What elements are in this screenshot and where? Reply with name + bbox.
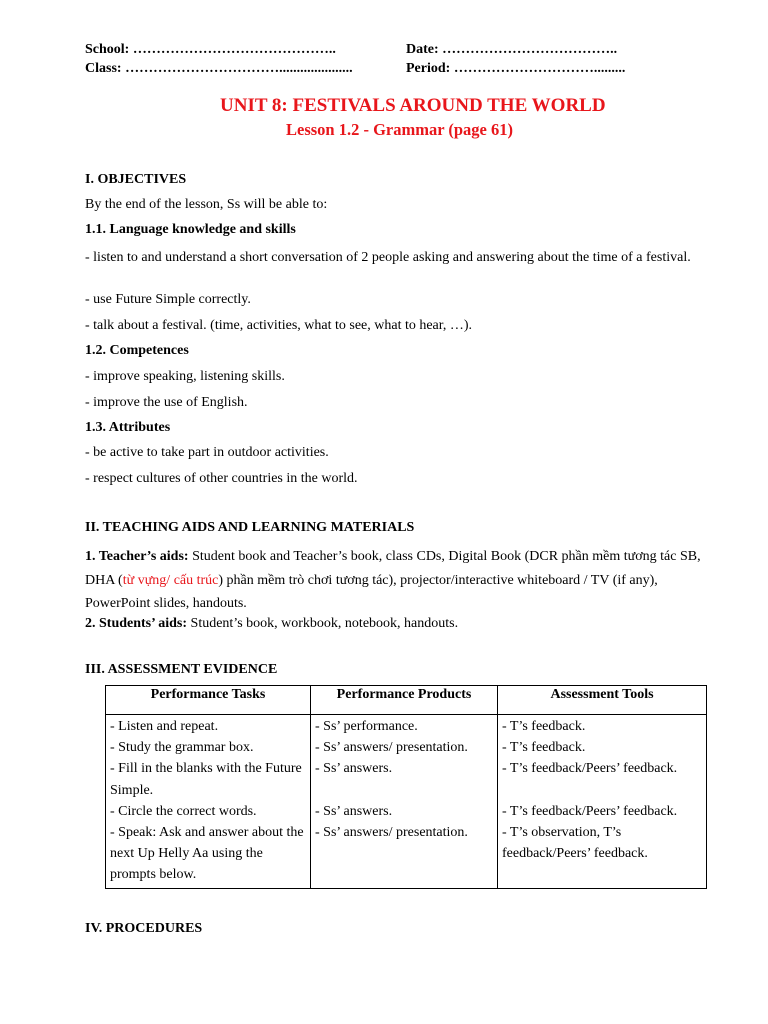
competences-heading: 1.2. Competences <box>85 343 189 358</box>
competence-item: - improve the use of English. <box>85 395 248 410</box>
class-dots: ……………………………..................... <box>125 61 353 76</box>
attribute-item: - be active to take part in outdoor activities. <box>85 445 329 460</box>
tool-item: - T’s feedback/Peers’ feedback. <box>502 761 678 777</box>
task-item: - Study the grammar box. <box>110 740 254 756</box>
table-header-row <box>106 686 707 715</box>
teachers-aids-text-1: Student book and Teacher’s book, class CDs, Digital Book (DCR phần mềm tương tác SB, DHA ( <box>85 549 701 588</box>
class-label: Class: <box>85 61 122 76</box>
products-cell <box>311 715 498 889</box>
assessment-table <box>105 685 707 889</box>
product-item: - Ss’ answers. <box>315 803 393 819</box>
tasks-cell <box>106 715 311 889</box>
objectives-intro: By the end of the lesson, Ss will be able to: <box>85 197 328 212</box>
attributes-heading: 1.3. Attributes <box>85 420 171 435</box>
language-knowledge-heading: 1.1. Language knowledge and skills <box>85 222 296 237</box>
students-aids-text: Student’s book, workbook, notebook, handouts. <box>190 616 459 631</box>
period-label: Period: <box>406 61 451 76</box>
product-item: - Ss’ performance. <box>315 719 418 734</box>
date-label: Date: <box>406 42 439 57</box>
teachers-aids-highlight: từ vựng/ cấu trúc <box>122 572 219 588</box>
period-dots: …………………………......... <box>453 61 626 76</box>
tool-item: - T’s feedback. <box>502 740 586 756</box>
task-item: - Fill in the blanks with the Future Simple. <box>110 761 302 798</box>
task-item: - Listen and repeat. <box>110 719 219 734</box>
table-row <box>106 715 707 889</box>
lesson-title: Lesson 1.2 - Grammar (page 61) <box>286 120 514 139</box>
task-item: - Speak: Ask and answer about the next Up Helly Aa using the prompts below. <box>110 825 304 883</box>
product-item: - Ss’ answers/ presentation. <box>315 825 468 840</box>
unit-title: UNIT 8: FESTIVALS AROUND THE WORLD <box>220 95 606 116</box>
teachers-aids-paragraph <box>85 545 705 616</box>
school-field <box>85 42 336 58</box>
school-dots: …………………………………….. <box>132 42 336 57</box>
procedures-heading: IV. PROCEDURES <box>85 921 203 936</box>
objectives-heading: I. OBJECTIVES <box>85 172 187 187</box>
students-aids-paragraph <box>85 616 458 632</box>
date-dots: ……………………………….. <box>442 42 618 57</box>
period-field <box>406 61 625 77</box>
teaching-aids-heading: II. TEACHING AIDS AND LEARNING MATERIALS <box>85 520 415 535</box>
knowledge-item: - listen to and understand a short conversation of 2 people asking and answering about the time of a festival. <box>85 250 691 265</box>
knowledge-item: - use Future Simple correctly. <box>85 292 251 307</box>
teachers-aids-label: 1. Teacher’s aids: <box>85 549 189 564</box>
assessment-heading: III. ASSESSMENT EVIDENCE <box>85 662 278 677</box>
knowledge-item: - talk about a festival. (time, activities, what to see, what to hear, …). <box>85 318 473 333</box>
tool-item: - T’s observation, T’s feedback/Peers’ feedback. <box>502 825 648 862</box>
tool-item: - T’s feedback. <box>502 719 586 734</box>
teachers-aids-text-2: ) phần mềm trò chơi tương tác), projector/interactive whiteboard / TV (if any), PowerPoint slides, handouts. <box>85 572 658 611</box>
product-item: - Ss’ answers. <box>315 761 393 777</box>
attribute-item: - respect cultures of other countries in the world. <box>85 471 358 486</box>
column-header: Performance Products <box>311 686 498 715</box>
competence-item: - improve speaking, listening skills. <box>85 369 285 384</box>
date-field <box>406 42 617 58</box>
spacer <box>502 780 702 801</box>
tools-cell <box>498 715 707 889</box>
tool-item: - T’s feedback/Peers’ feedback. <box>502 803 678 819</box>
column-header: Assessment Tools <box>498 686 707 715</box>
spacer <box>315 780 493 801</box>
task-item: - Circle the correct words. <box>110 803 257 819</box>
class-field <box>85 61 353 77</box>
students-aids-label: 2. Students’ aids: <box>85 616 188 631</box>
school-label: School: <box>85 42 130 57</box>
product-item: - Ss’ answers/ presentation. <box>315 740 468 756</box>
column-header: Performance Tasks <box>106 686 311 715</box>
